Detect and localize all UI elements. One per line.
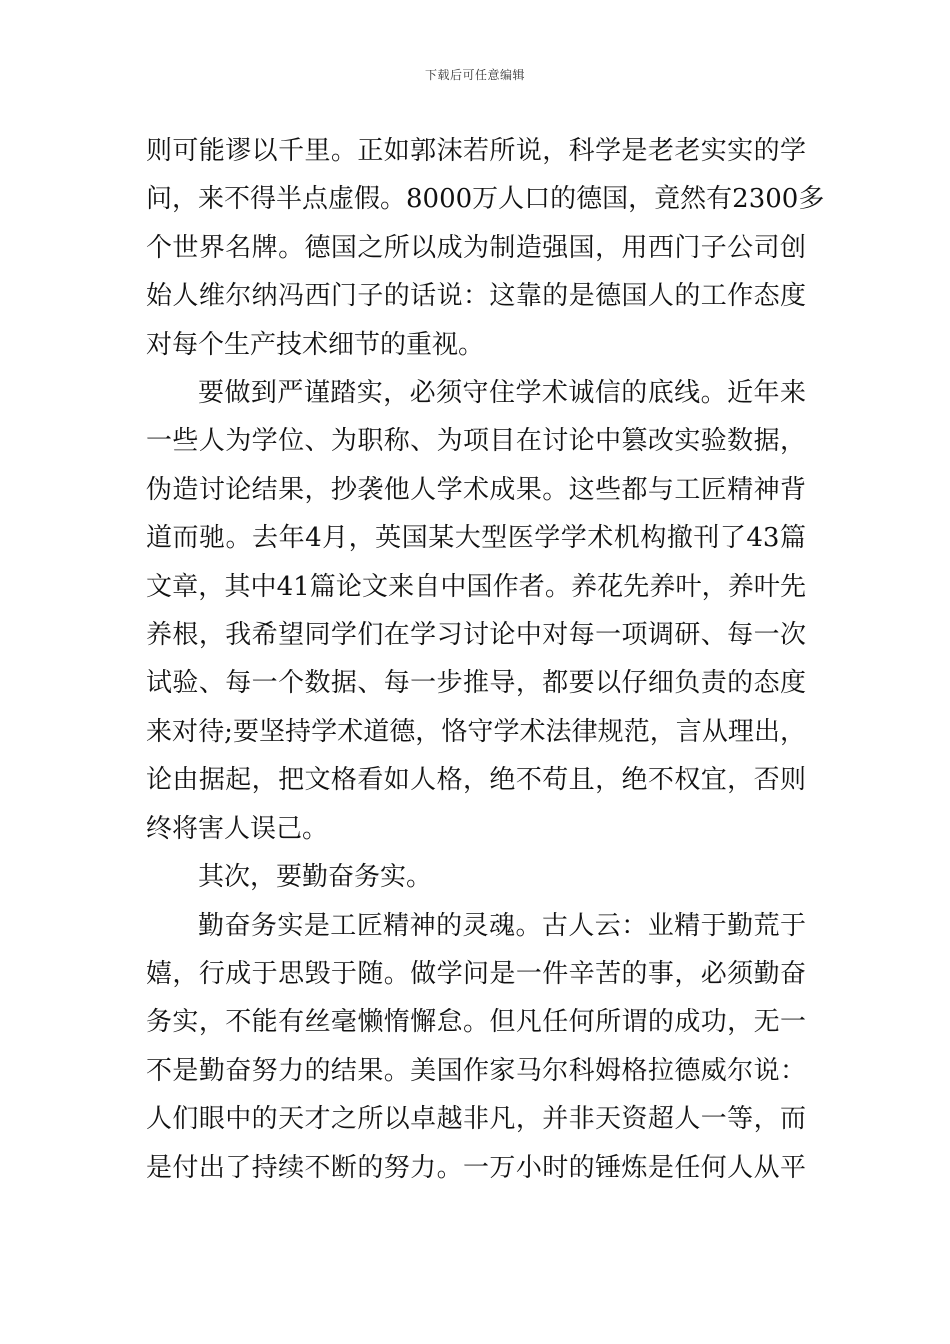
body-text <box>146 127 825 1192</box>
text-line: 论由据起，把文格看如人格，绝不苟且，绝不权宜，否则 <box>146 765 806 796</box>
text-line: 来对待;要坚持学术道德，恪守学术法律规范，言从理出， <box>146 716 806 747</box>
text-line: 个世界名牌。德国之所以成为制造强国，用西门子公司创 <box>146 232 806 263</box>
text-line: 终将害人误己。 <box>146 813 329 844</box>
text-line: 则可能谬以千里。正如郭沫若所说，科学是老老实实的学 <box>146 136 806 166</box>
text-line: 不是勤奋努力的结果。美国作家马尔科姆格拉德威尔说： <box>146 1055 806 1086</box>
text-line: 人们眼中的天才之所以卓越非凡，并非天资超人一等，而 <box>146 1104 806 1135</box>
text-line: 勤奋务实是工匠精神的灵魂。古人云：业精于勤荒于 <box>198 910 806 941</box>
text-line: 是付出了持续不断的努力。一万小时的锤炼是任何人从平 <box>146 1152 806 1183</box>
page-header: 下载后可任意编辑 <box>424 68 525 82</box>
text-line: 其次，要勤奋务实。 <box>198 862 433 893</box>
text-line: 伪造讨论结果，抄袭他人学术成果。这些都与工匠精神背 <box>146 474 806 505</box>
text-line: 试验、每一个数据、每一步推导，都要以仔细负责的态度 <box>146 668 806 699</box>
text-line: 始人维尔纳冯西门子的话说：这靠的是德国人的工作态度 <box>146 281 806 312</box>
text-line: 嬉，行成于思毁于随。做学问是一件辛苦的事，必须勤奋 <box>146 958 806 989</box>
text-line: 对每个生产技术细节的重视。 <box>146 329 485 360</box>
text-line: 务实，不能有丝毫懒惰懈怠。但凡任何所谓的成功，无一 <box>146 1007 806 1038</box>
text-line: 一些人为学位、为职称、为项目在讨论中篡改实验数据， <box>146 426 806 457</box>
text-line: 要做到严谨踏实，必须守住学术诚信的底线。近年来 <box>198 378 806 409</box>
text-line: 文章，其中41篇论文来自中国作者。养花先养叶，养叶先 <box>146 571 806 602</box>
text-line: 道而驰。去年4月，英国某大型医学学术机构撤刊了43篇 <box>146 523 806 554</box>
text-line: 养根，我希望同学们在学习讨论中对每一项调研、每一次 <box>146 620 806 651</box>
text-line: 问，来不得半点虚假。8000万人口的德国，竟然有2300多 <box>146 184 825 215</box>
